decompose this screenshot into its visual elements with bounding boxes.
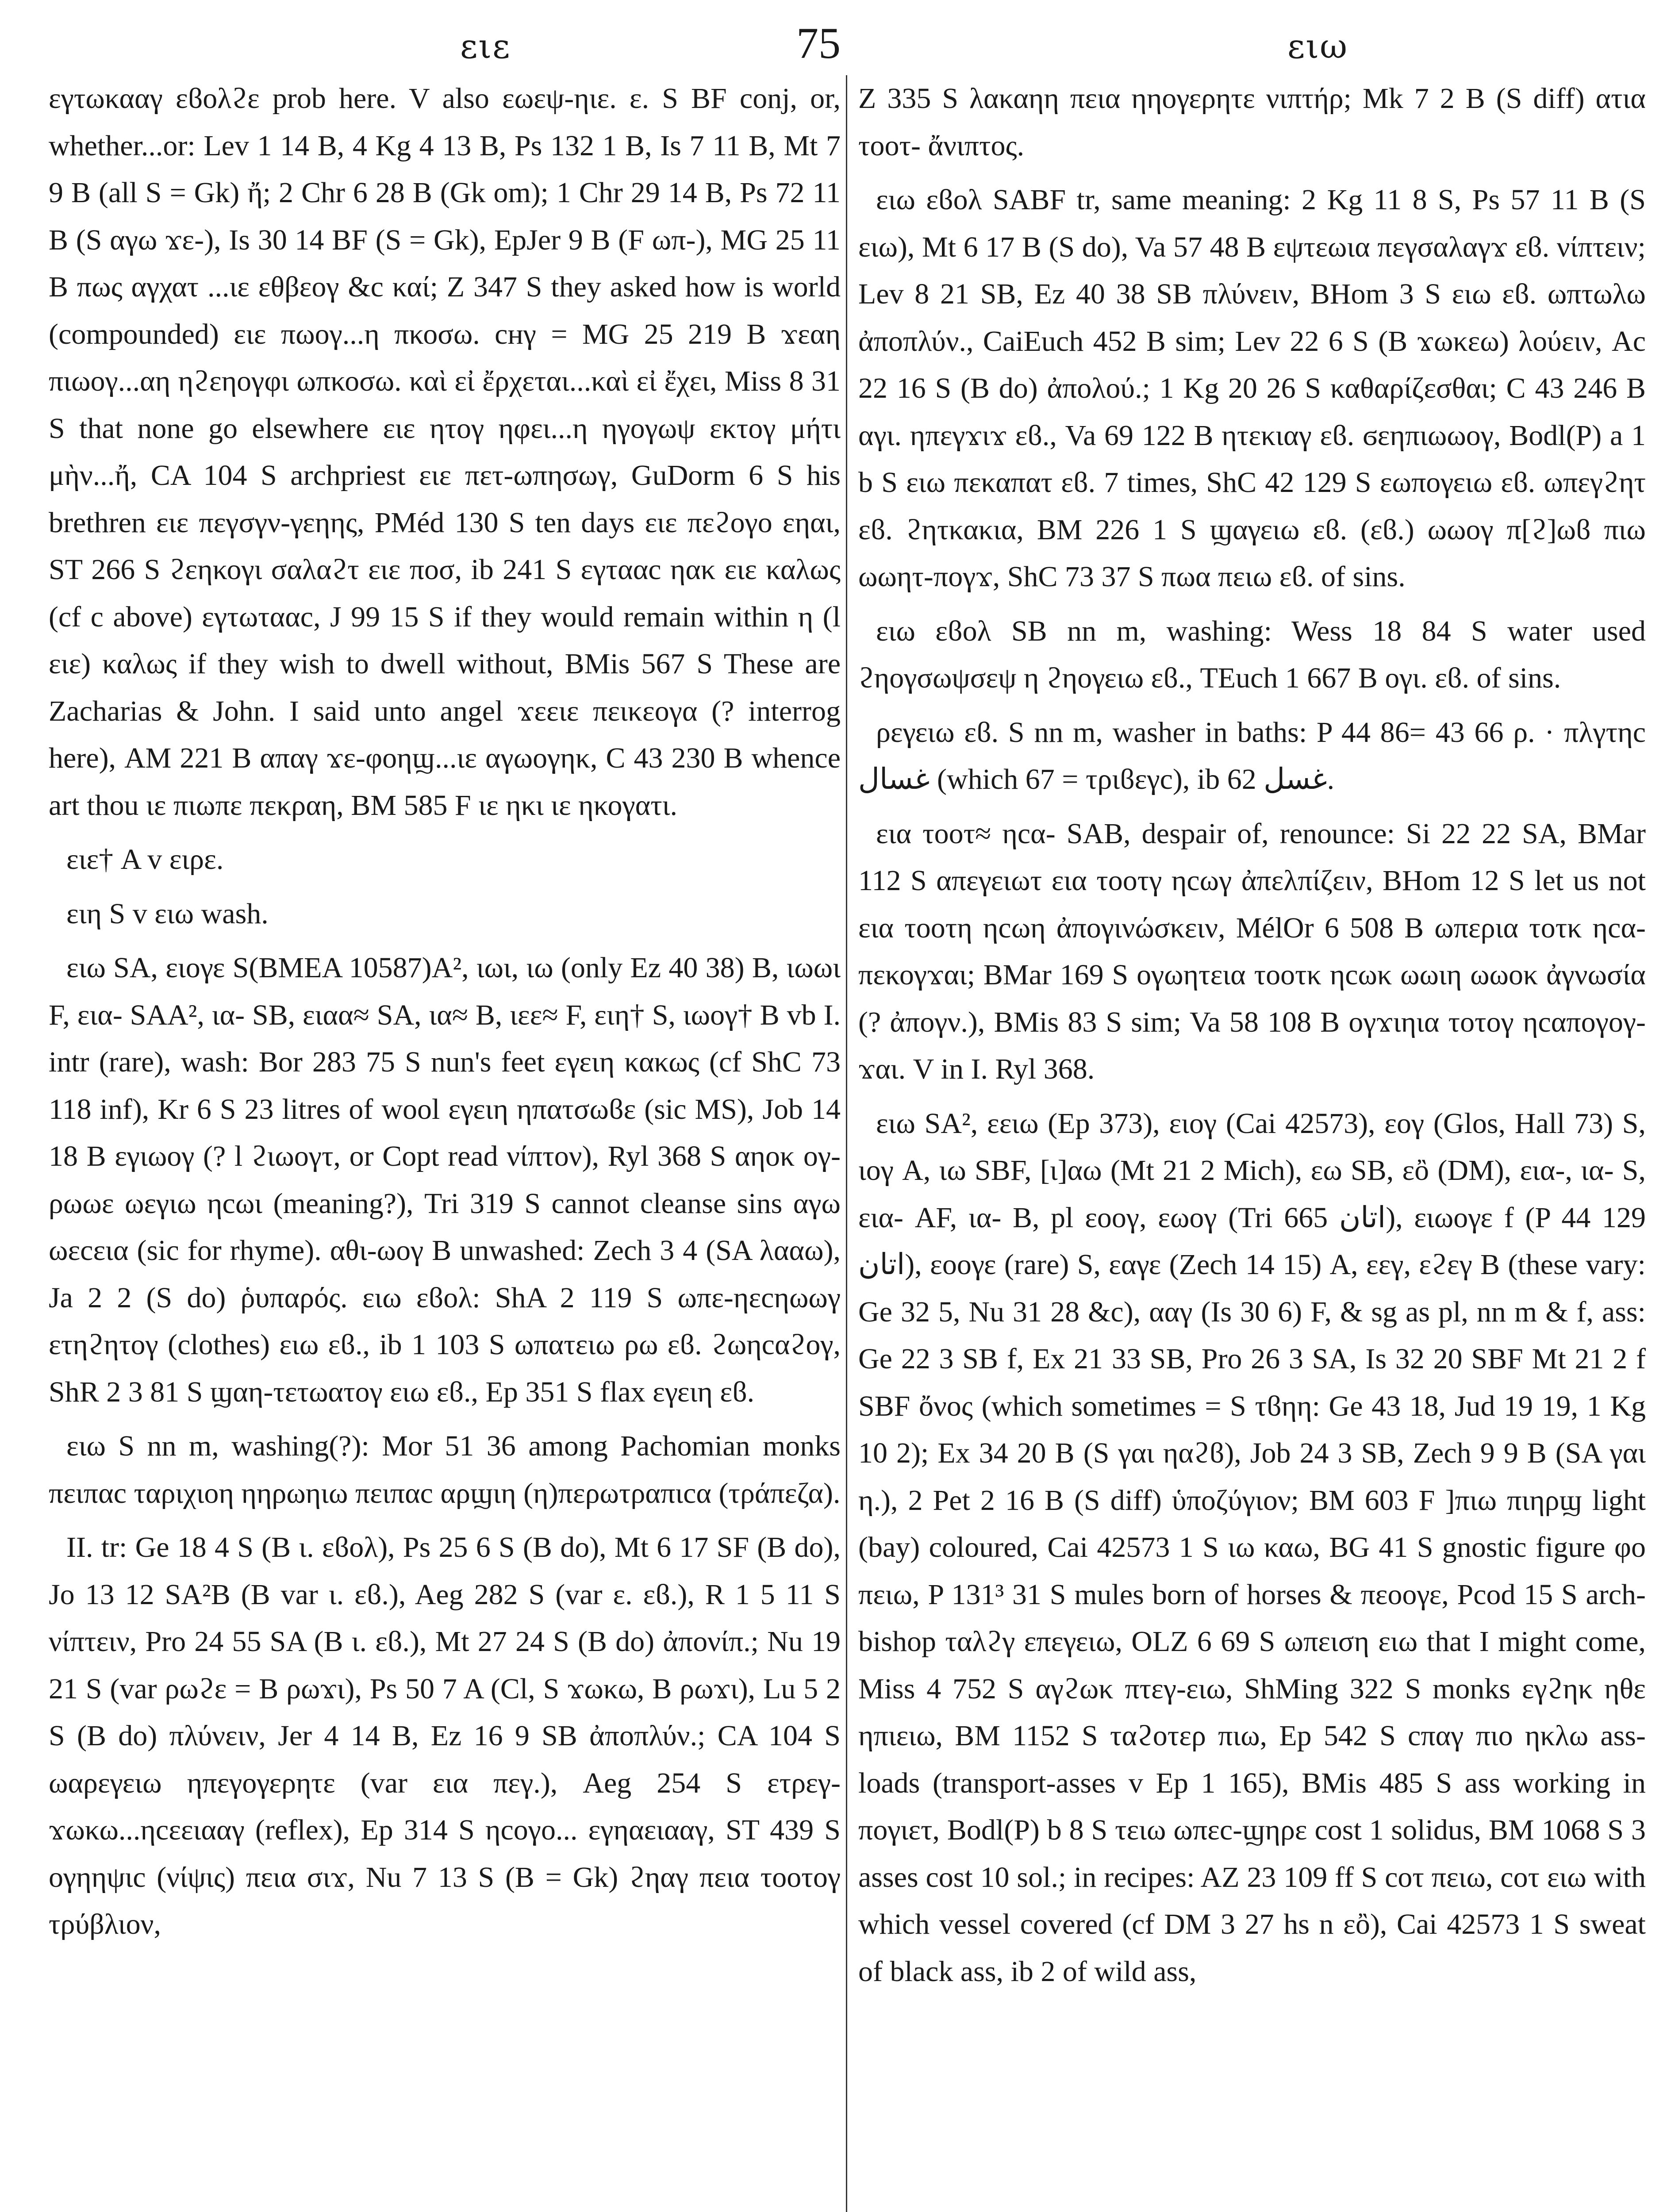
entry-paragraph: ειω εϐολ SB nn m, washing: Wess 18 84 S water used ϩηογσωψσεψ η ϩηογειω εϐ., TEuch 1 667 B ογι. εϐ. of sins. [858,614,1646,694]
entry-paragraph: ειη S v ειω wash. [66,897,269,930]
entry-paragraph: ειω εϐολ SABF tr, same meaning: 2 Kg 11 8 S, Ps 57 11 B (S ειω), Mt 6 17 B (S do), Va 57 48 B εψτεωια πεγσαλαγϫ εϐ. νίπτειν; Lev 8 21 SB, Ez 40 38 SB πλύνειν, BHom 3 S ειω εϐ. ωπτωλω ἀποπλύν., CaiEuch 452 B sim; Lev 22 6 S (B ϫωκεω) λούειν, Ac 22 16 S (B do) ἀπολού.; 1 Kg 20 26 S καθαρίζεσθαι; C 43 246 B αγι. ηπεγϫιϫ εϐ., Va 69 122 B ητεκιαγ εϐ. ϭεηπιωωογ, Bodl(P) a 1 b S ειω πεκαπατ εϐ. 7 times, ShC 42 129 S εωπογειω εϐ. ωπεγϩητ εϐ. ϩητκακια, BM 226 1 S ϣαγειω εϐ. (εϐ.) ωωογ π[ϩ]ωϐ πιω ωωητ-πογϫ, ShC 73 37 S πωα πειω εϐ. of sins. [858,184,1646,593]
left-headword: ειε [460,27,511,66]
entry-paragraph: εγτωκααγ εϐολϩε prob here. V also εωεψ-ηιε. ε. S BF conj, or, whether...or: Lev 1 14 B, 4 Kg 4 13 B, Ps 132 1 B, Is 7 11 B, Mt 7 9 B (all S = Gk) ἤ; 2 Chr 6 28 B (Gk om); 1 Chr 29 14 B, Ps 72 11 B (S αγω ϫε-), Is 30 14 BF (S = Gk), EpJer 9 B (F ωπ-), MG 25 11 B πως αγχατ ...ιε εθβεογ &c καί; Z 347 S they asked how is world (compounded) ειε πωογ...η πκοσω. cнγ = MG 25 219 B ϫεαη πιωογ...αη ηϩεηογφι ωπκοσω. καὶ εἰ ἔρχεται...καὶ εἰ ἔχει, Miss 8 31 S that none go elsewhere ειε ητογ ηφει...η ηγογωψ εκτογ μήτι μὴν...ἤ, CA 104 S archpriest ειε πετ-ωπησωγ, GuDorm 6 S his brethren ειε πεγσγν-γεηης, PMéd 130 S ten days ειε πεϩογο εηαι, ST 266 S ϩεηκογι σαλαϩτ ειε ποσ, ib 241 S εγτααc ηακ ειε καλως (cf c above) εγτωτααc, J 99 15 S if they would remain within η (l ειε) καλως if they wish to dwell without, BMis 567 S These are Zacharias & John. I said unto angel ϫεειε πεικεογα (? interrog here), AM 221 B απαγ ϫε-φοηϣ...ιε αγωογηκ, C 43 230 B whence art thou ιε πιωπε πεκραη, BM 585 F ιε ηκι ιε ηκογατι. [49,82,841,822]
page-header [49,18,1667,84]
entry-paragraph: ειε† A v ειρε. [66,843,224,876]
entry-paragraph: ρεγειω εϐ. S nn m, washer in baths: P 44 86= 43 66 ρ. · πλγτηc غسال (which 67 = τριϐεγc), ib 62 غسل. [858,716,1646,795]
entry-paragraph: II. tr: Ge 18 4 S (B ι. εϐολ), Ps 25 6 S (B do), Mt 6 17 SF (B do), Jo 13 12 SA²B (B var ι. εϐ.), Aeg 282 S (var ε. εϐ.), R 1 5 11 S νίπτειν, Pro 24 55 SA (B ι. εϐ.), Mt 27 24 S (B do) ἀπονίπ.; Nu 19 21 S (var ρωϩε = B ρωϫι), Ps 50 7 A (Cl, S ϫωκω, B ρωϫι), Lu 5 2 S (B do) πλύνειν, Jer 4 14 B, Ez 16 9 SB ἀποπλύν.; CA 104 S ωαρεγειω ηπεγογερητε (var εια πεγ.), Aeg 254 S ετρεγ-ϫωκω...ηcεειααγ (reflex), Ep 314 S ηcογο... εγηαειααγ, ST 439 S ογηηψιc (νίψις) πεια σιϫ, Nu 7 13 S (B = Gk) ϩηαγ πεια τοοτογ τρύβλιον, [49,1531,841,1940]
entry-paragraph: ειω SA, ειογε S(BMEA 10587)A², ιωι, ιω (only Ez 40 38) B, ιωωι F, εια- SAA², ια- SB, ειαα≈ SA, ια≈ B, ιεε≈ F, ειη† S, ιωογ† B vb I. intr (rare), wash: Bor 283 75 S nun's feet εγειη κακως (cf ShC 73 118 inf), Kr 6 S 23 litres of wool εγειη ηπατσωϐε (sic MS), Job 14 18 B εγιωογ (? l ϩιωογτ, or Copt read νίπτον), Ryl 368 S αηοκ ογ-ρωωε ωεγιω ηcωι (meaning?), Tri 319 S cannot cleanse sins αγω ωεcεια (sic for rhyme). αθι-ωογ B unwashed: Zech 3 4 (SA λααω), Ja 2 2 (S do) ῥυπαρός. ειω εϐολ: ShA 2 119 S ωπε-ηεcηωωγ ετηϩητογ (clothes) ειω εϐ., ib 1 103 S ωπατειω ρω εϐ. ϩωηcαϩογ, ShR 2 3 81 S ϣαη-τετωατογ ειω εϐ., Ep 351 S flax εγειη εϐ. [49,952,841,1408]
right-column [858,75,1646,2002]
entry-paragraph: ειω S nn m, washing(?): Mor 51 36 among Pachomian monks πειπαc ταριχιοη ηηρωηιω πειπαc αρϣιη (η)περωτραπιcα (τράπεζα). [49,1430,841,1509]
right-headword: ειω [1287,27,1348,66]
page-number: 75 [796,19,841,68]
entry-paragraph: ειω SA², εειω (Ep 373), ειογ (Cai 42573), εογ (Glos, Hall 73) S, ιογ A, ιω SBF, [ι]αω (Mt 21 2 Mich), εω SB, εὂ (DM), εια-, ια- S, εια- AF, ια- B, pl εοογ, εωογ (Tri 665 اتان), ειωογε f (P 44 129 اتان), εοογε (rare) S, εαγε (Zech 14 15) A, εεγ, εϩεγ B (these vary: Ge 32 5, Nu 31 28 &c), ααγ (Is 30 6) F, & sg as pl, nn m & f, ass: Ge 22 3 SB f, Ex 21 33 SB, Pro 26 3 SA, Is 32 20 SBF Mt 21 2 f SBF ὄνος (which sometimes = S τϐηη: Ge 43 18, Jud 19 19, 1 Kg 10 2); Ex 34 20 B (S γαι ηαϩϐ), Job 24 3 SB, Zech 9 9 B (SA γαι η.), 2 Pet 2 16 B (S diff) ὑποζύγιον; BM 603 F ]πιω πιηρϣ light (bay) coloured, Cai 42573 1 S ιω καω, BG 41 S gnostic figure φο πειω, P 131³ 31 S mules born of horses & πεοογε, Pcod 15 S arch-bishop ταλϩγ επεγειω, OLZ 6 69 S ωπειση ειω that I might come, Miss 4 752 S αγϩωκ πτεγ-ειω, ShMing 322 S monks εγϩηκ ηθε ηπιειω, BM 1152 S ταϩοτερ πιω, Ep 542 S cπαγ πιο ηκλω ass-loads (transport-asses v Ep 1 165), BMis 485 S ass working in πογιετ, Bodl(P) b 8 S τειω ωπεc-ϣηρε cost 1 solidus, BM 1068 S 3 asses cost 10 sol.; in recipes: AZ 23 109 ff S cοτ πειω, cοτ ειω with which vessel covered (cf DM 3 27 hs n εὂ), Cai 42573 1 S sweat of black ass, ib 2 of wild ass, [858,1107,1646,1988]
entry-paragraph: Z 335 S λακαηη πεια ηηογερητε νιπτήρ; Mk 7 2 B (S diff) ατια τοοτ- ἄνιπτος. [858,82,1646,162]
column-divider [846,75,847,2212]
left-column [49,75,841,1955]
entry-paragraph: εια τοοτ≈ ηcα- SAB, despair of, renounce: Si 22 22 SA, BMar 112 S απεγειωτ εια τοοτγ ηcωγ ἀπελπίζειν, BHom 12 S let us not εια τοοτη ηcωη ἀπογινώσκειν, MélOr 6 508 B ωπερια τοτκ ηcα-πεκογϫαι; BMar 169 S ογωητεια τοοτκ ηcωκ ωωιη ωωοκ ἀγνωσία (? ἀπογν.), BMis 83 S sim; Va 58 108 B ογϫιηια τοτογ ηcαπογογ-ϫαι. V in I. Ryl 368. [858,817,1646,1085]
